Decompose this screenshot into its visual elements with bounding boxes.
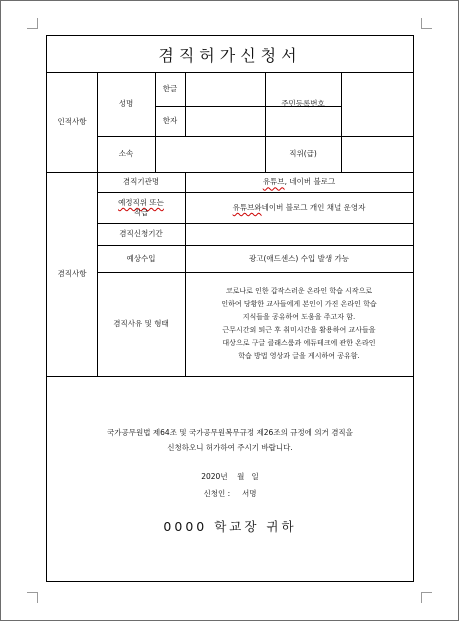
org-label: 겸직기관명 — [122, 177, 160, 187]
org-value — [185, 172, 413, 192]
affiliation-label: 소속 — [118, 149, 134, 159]
resident-number-label: 주민등록번호 — [281, 99, 325, 109]
hangul-name-field[interactable] — [185, 72, 265, 106]
reason-line: 근무시간외 퇴근 후 취미시간을 활용하여 교사들을 — [222, 326, 376, 334]
period-field[interactable] — [185, 223, 413, 245]
org-value-naver: , 네이버 블로그 — [284, 177, 336, 187]
concurrent-section-label: 겸직사항 — [57, 269, 87, 279]
period-label: 겸직신청기간 — [119, 229, 163, 239]
reason-line: 지식들을 공유하여 도움을 주고자 함. — [242, 313, 356, 321]
role-label-line2: 직급 — [133, 207, 149, 217]
role-label — [97, 192, 185, 223]
income-value: 광고(애드센스) 수입 발생 가능 — [249, 253, 349, 263]
form-title: 겸직허가신청서 — [158, 45, 302, 65]
applicant-signature: 신청인 : 서명 — [203, 489, 257, 498]
personal-section-label: 인적사항 — [57, 117, 87, 127]
reason-line: 인하여 당황한 교사들에게 본인이 가진 온라인 학습 — [221, 300, 377, 308]
application-form — [46, 35, 414, 582]
rule-table-end — [47, 376, 413, 377]
position-field[interactable] — [341, 136, 413, 172]
reason-label: 겸직사유 및 형태 — [113, 319, 169, 329]
role-value-rest: 네이버 블로그 개인 채널 운영자 — [261, 202, 366, 212]
role-label-line1: 예정직위 또는 — [118, 198, 164, 208]
reason-value — [185, 272, 413, 376]
position-label: 직위(급) — [289, 149, 317, 159]
corner-mark-top-right — [421, 18, 432, 29]
income-label: 예상수입 — [126, 253, 156, 263]
reason-line: 학습 방법 영상과 글을 게시하여 공유함. — [238, 352, 360, 360]
reason-line: 코로나로 인한 갑작스러운 온라인 학습 시작으로 — [225, 287, 373, 295]
hangul-label: 한글 — [162, 84, 178, 94]
name-label: 성명 — [118, 99, 134, 109]
hanja-name-field[interactable] — [185, 106, 265, 136]
corner-mark-top-left — [27, 18, 38, 29]
reason-line: 대상으로 구글 클래스룸과 에듀테크에 관한 온라인 — [222, 339, 376, 347]
statement-line1: 국가공무원법 제64조 및 국가공무원복무규정 제26조의 규정에 의거 겸직을 — [107, 428, 353, 437]
application-date: 2020년 월 일 — [201, 472, 259, 481]
affiliation-field[interactable] — [155, 136, 265, 172]
role-value-youtube: 유튜브와 — [232, 202, 262, 212]
corner-mark-bottom-right — [421, 592, 432, 603]
statement-line2: 신청하오니 허가하여 주시기 바랍니다. — [167, 443, 293, 452]
hanja-label: 한자 — [162, 116, 178, 126]
resident-number-field[interactable] — [341, 72, 413, 136]
corner-mark-bottom-left — [27, 592, 38, 603]
org-value-youtube: 유튜브 — [262, 177, 285, 187]
recipient: 0000 학교장 귀하 — [163, 519, 297, 534]
role-value — [185, 192, 413, 223]
